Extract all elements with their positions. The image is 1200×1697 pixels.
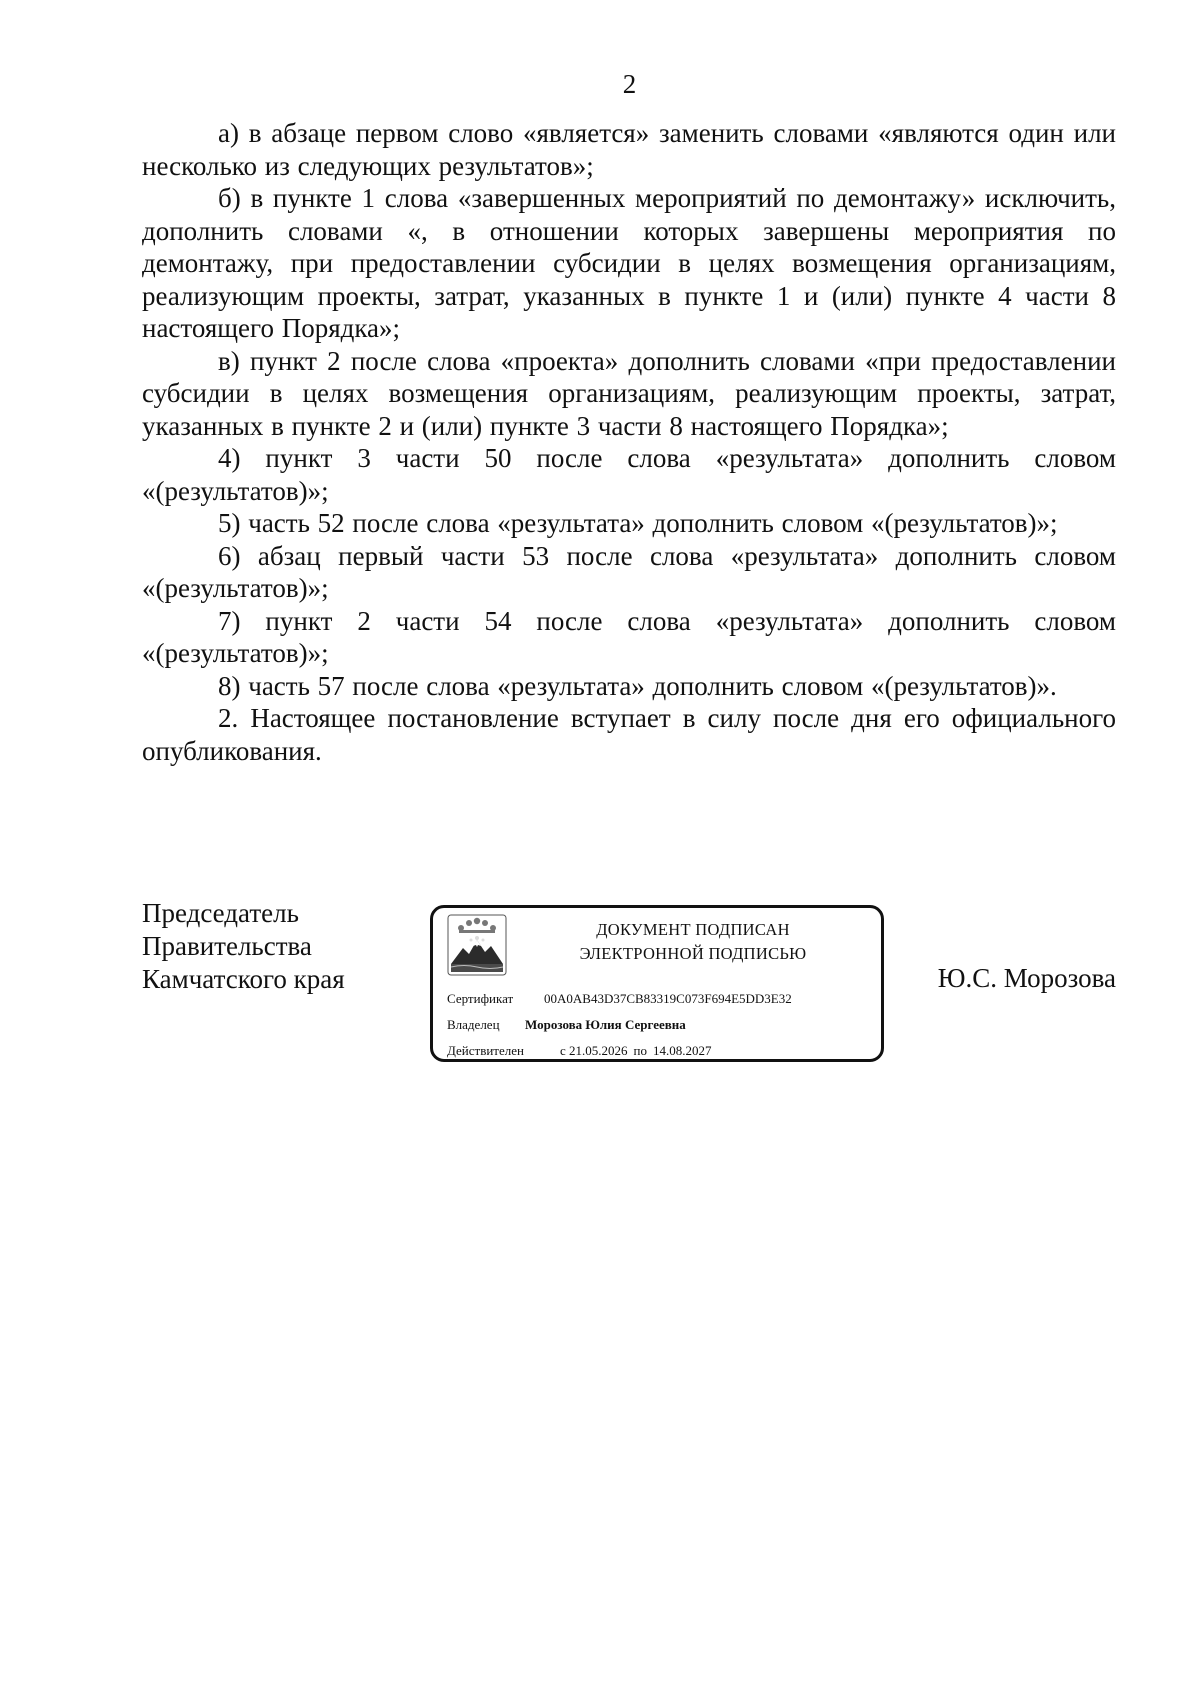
- paragraph-6: 6) абзац первый части 53 после слова «результата» дополнить словом «(результатов)»;: [142, 540, 1116, 603]
- certificate-value: 00A0AB43D37CB83319C073F694E5DD3E32: [544, 991, 792, 1006]
- stamp-owner-row: [447, 1016, 686, 1034]
- validity-label: Действителен: [447, 1043, 524, 1058]
- signer-title-line: Камчатского края: [142, 964, 345, 994]
- signer-title-line: Председатель: [142, 898, 299, 928]
- valid-from: с 21.05.2026: [560, 1043, 628, 1058]
- paragraph-5: 5) часть 52 после слова «результата» дополнить словом «(результатов)»;: [218, 508, 1058, 538]
- signer-name: Ю.С. Морозова: [937, 963, 1116, 993]
- kamchatka-emblem-icon: [447, 914, 507, 976]
- document-body: [142, 117, 1116, 767]
- paragraph-v: в) пункт 2 после слова «проекта» дополнить словами «при предоставлении субсидии в целях возмещения организациям, реализующим проекты, затрат, указанных в пункте 2 и (или) пункте 3 части 8 настоящего Порядка»;: [142, 345, 1116, 441]
- electronic-signature-stamp: [430, 905, 884, 1062]
- paragraph-8: 8) часть 57 после слова «результата» дополнить словом «(результатов)».: [218, 670, 1057, 701]
- stamp-validity-row: [447, 1042, 712, 1060]
- paragraph-effective-date: 2. Настоящее постановление вступает в силу после дня его официального опубликования.: [142, 703, 1116, 766]
- stamp-heading-line: ЭЛЕКТРОННОЙ ПОДПИСЬЮ: [579, 944, 807, 963]
- page-number: 2: [622, 69, 637, 99]
- certificate-label: Сертификат: [447, 991, 514, 1006]
- owner-label: Владелец: [447, 1017, 500, 1032]
- stamp-heading-line: ДОКУМЕНТ ПОДПИСАН: [596, 920, 790, 939]
- paragraph-7: 7) пункт 2 части 54 после слова «результата» дополнить словом «(результатов)»;: [142, 605, 1116, 668]
- valid-to: 14.08.2027: [653, 1043, 712, 1058]
- valid-to-word: по: [633, 1043, 647, 1058]
- signer-title-line: Правительства: [142, 931, 312, 961]
- stamp-heading: [533, 918, 853, 966]
- stamp-certificate-row: [447, 990, 792, 1008]
- owner-value: Морозова Юлия Сергеевна: [525, 1017, 686, 1032]
- paragraph-4: 4) пункт 3 части 50 после слова «результата» дополнить словом «(результатов)»;: [142, 443, 1116, 506]
- signer-position: [142, 897, 345, 996]
- paragraph-b: б) в пункте 1 слова «завершенных мероприятий по демонтажу» исключить, дополнить словами «, в отношении которых завершены мероприятия по демонтажу, при предоставлении субсидии в целях возмещения организациям, реализующим проекты, затрат, указанных в пункте 1 и (или) пункте 4 части 8 настоящего Порядка»;: [142, 183, 1116, 343]
- paragraph-a: а) в абзаце первом слово «является» заменить словами «являются один или несколько из следующих результатов»;: [142, 118, 1116, 181]
